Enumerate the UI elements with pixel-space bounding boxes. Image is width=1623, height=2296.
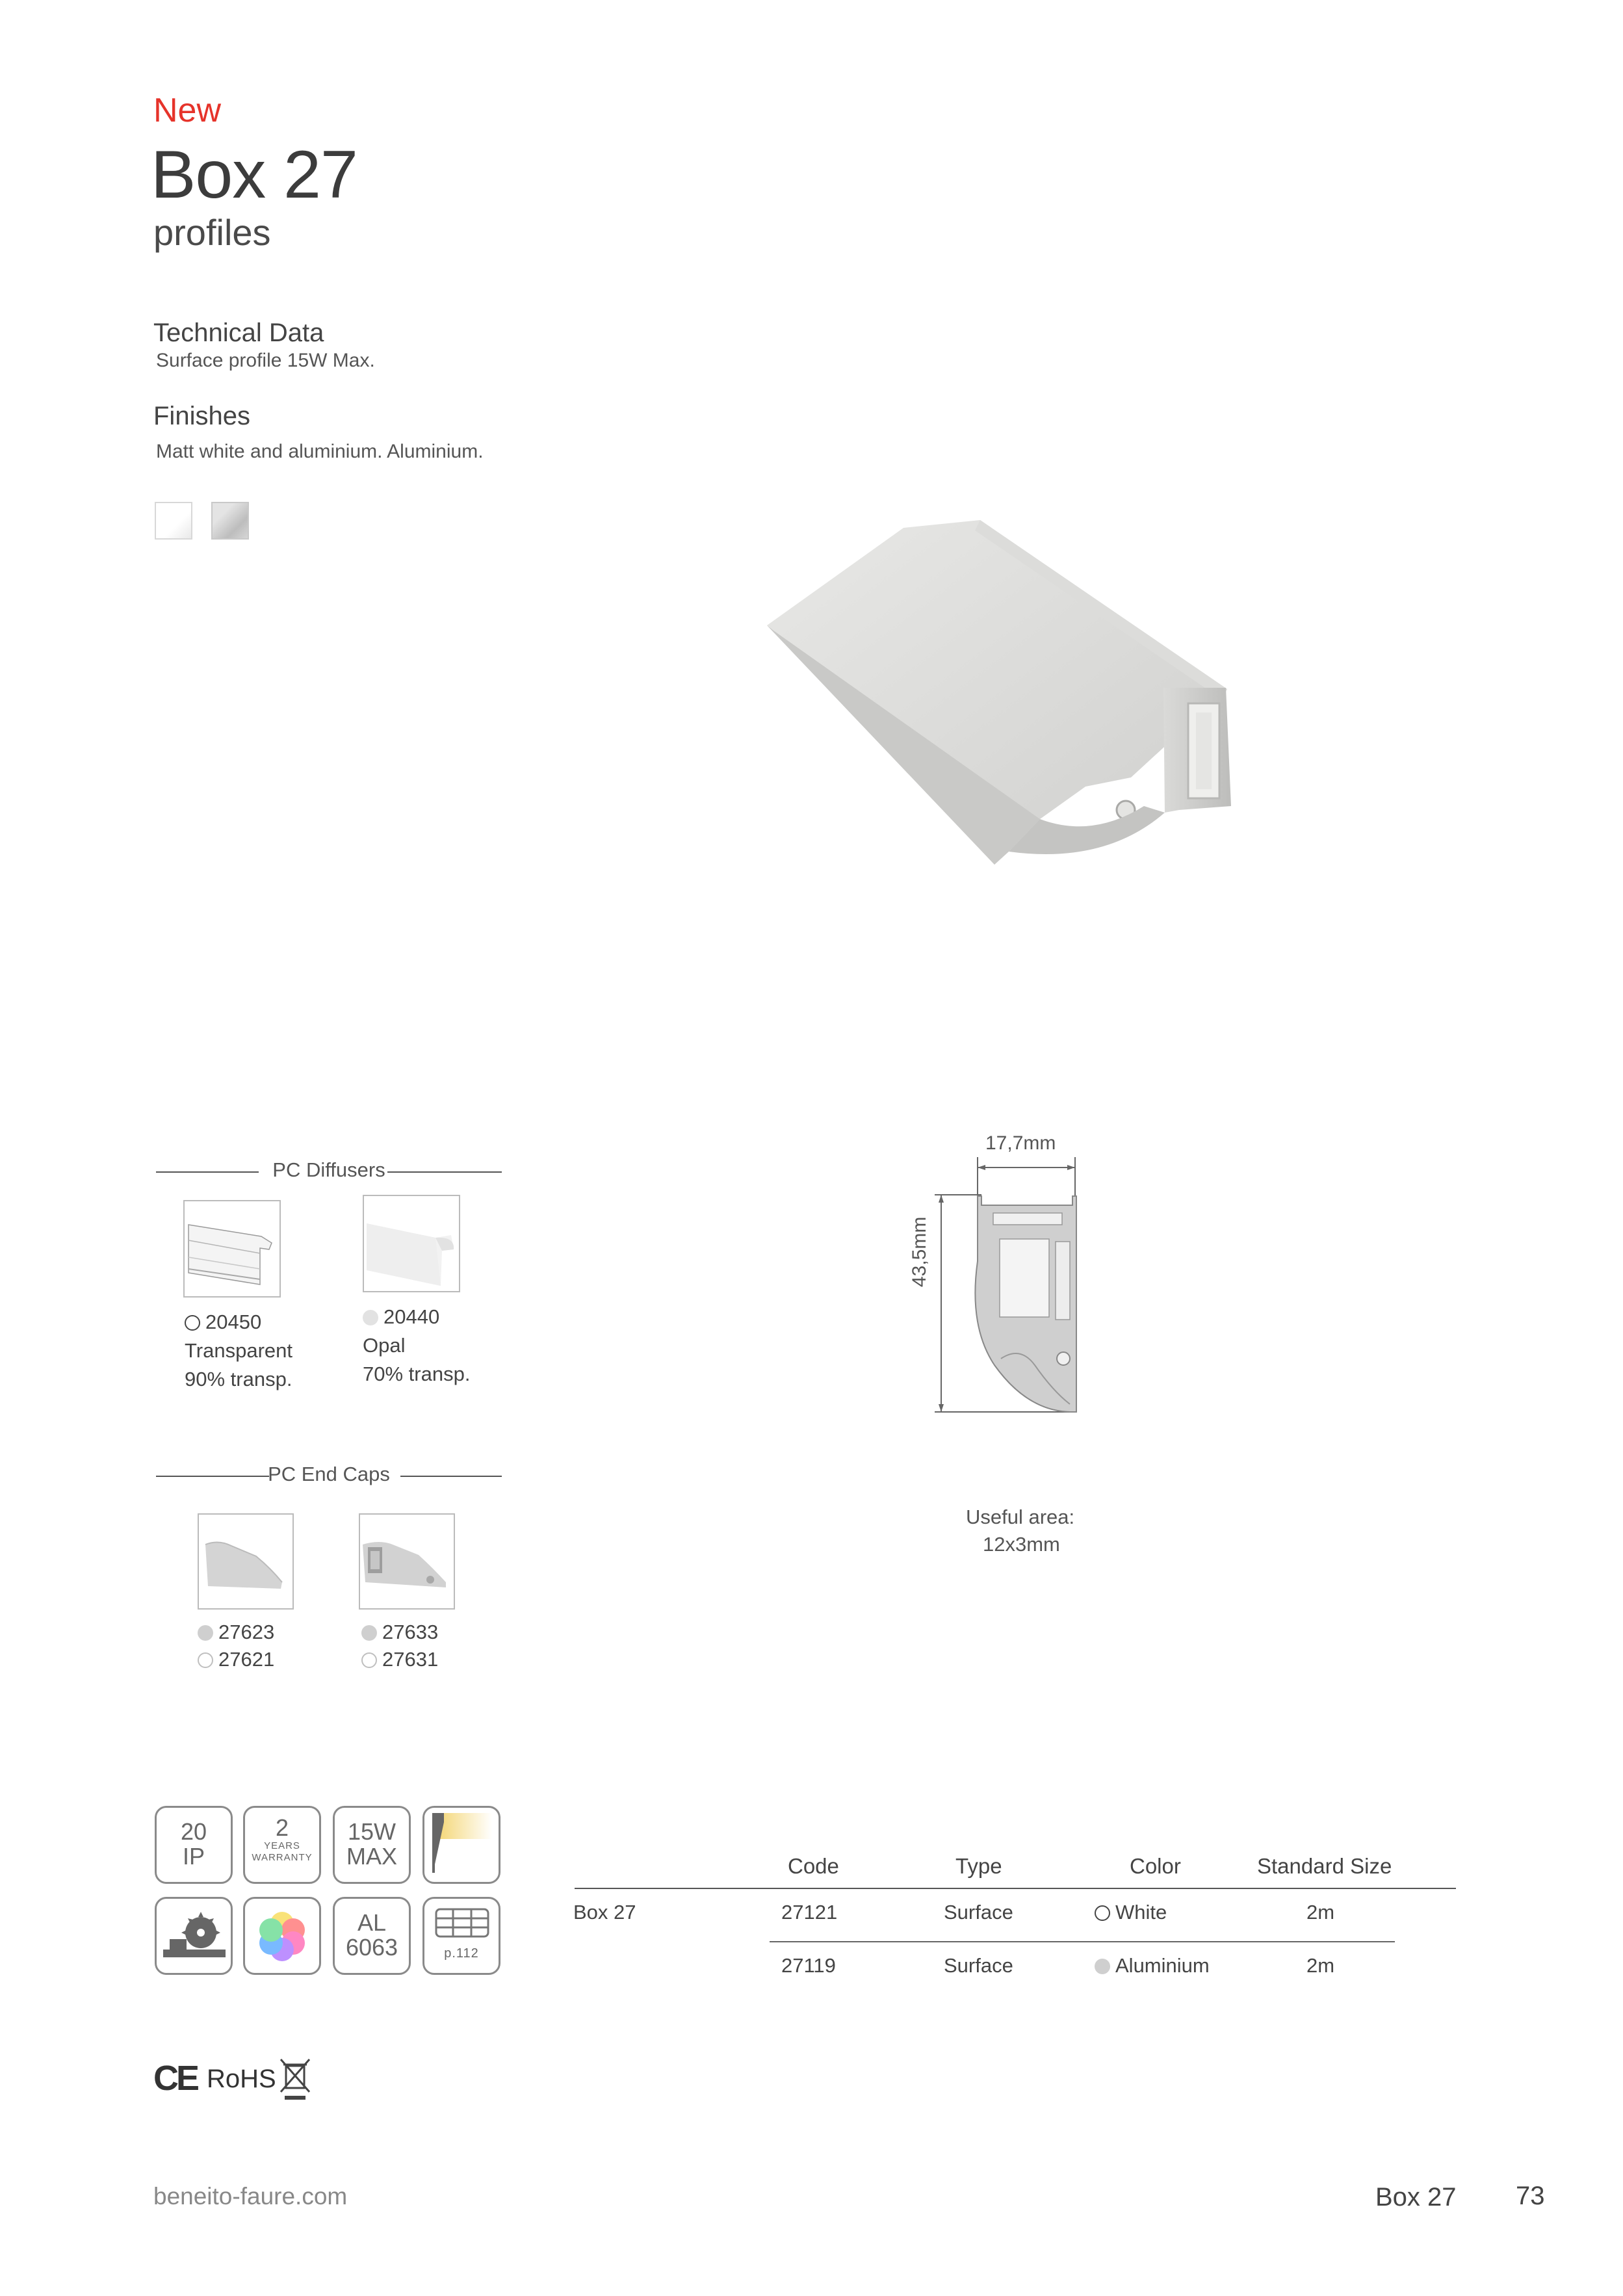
website-link[interactable]: beneito-faure.com xyxy=(153,2183,348,2210)
power-icon xyxy=(333,1806,411,1884)
diffuser-opal-code: 20440 xyxy=(383,1305,440,1328)
finish-swatch-white xyxy=(155,502,192,540)
drawing-height-label: 43,5mm xyxy=(909,1216,930,1287)
ip-rating-icon xyxy=(155,1806,233,1884)
end-caps-separator xyxy=(156,1463,502,1489)
table-header-rule xyxy=(575,1888,1456,1889)
aluminium-dot-icon xyxy=(1095,1959,1110,1974)
page-number: 73 xyxy=(1516,2182,1545,2210)
finishes-heading: Finishes xyxy=(153,402,250,430)
warranty-years: 2 xyxy=(275,1814,289,1841)
footer-product-name: Box 27 xyxy=(1375,2183,1457,2211)
warranty-line2: WARRANTY xyxy=(252,1852,313,1863)
row2-type: Surface xyxy=(944,1954,1013,1977)
power-label: MAX xyxy=(346,1843,397,1870)
end-cap-b-codes xyxy=(361,1619,438,1673)
technical-data-text: Surface profile 15W Max. xyxy=(156,350,375,371)
power-value: 15W xyxy=(347,1818,396,1845)
page-reference: p.112 xyxy=(444,1946,479,1961)
warranty-icon xyxy=(243,1806,321,1884)
warranty-line1: YEARS xyxy=(264,1840,300,1851)
finish-swatch-aluminium xyxy=(211,502,249,540)
row1-code: 27121 xyxy=(781,1901,838,1924)
row1-type: Surface xyxy=(944,1901,1013,1924)
transparent-dot-icon xyxy=(185,1315,200,1331)
row1-size: 2m xyxy=(1306,1901,1335,1924)
table-header-type: Type xyxy=(955,1854,1002,1878)
diffuser-transparent-info xyxy=(185,1308,292,1394)
row1-color-label: White xyxy=(1115,1901,1167,1924)
diffuser-transparent-image xyxy=(183,1200,281,1298)
end-cap-b-image xyxy=(359,1513,455,1610)
diffuser-transparent-name: Transparent xyxy=(185,1339,292,1362)
alloy-line1: AL xyxy=(357,1909,387,1936)
row2-color xyxy=(1095,1954,1210,1977)
rgb-colors-icon xyxy=(243,1897,321,1975)
new-label: New xyxy=(153,92,222,129)
table-header-code: Code xyxy=(788,1854,839,1878)
diffuser-opal-transp: 70% transp. xyxy=(363,1363,471,1385)
weee-bin-icon xyxy=(278,2055,312,2101)
aluminium-dot-icon xyxy=(198,1625,213,1641)
useful-area-value: 12x3mm xyxy=(983,1533,1060,1556)
row1-color xyxy=(1095,1901,1167,1924)
page-subtitle: profiles xyxy=(153,212,271,253)
product-photo xyxy=(767,514,1261,878)
end-cap-a-code-aluminium: 27623 xyxy=(218,1621,275,1643)
row2-size: 2m xyxy=(1306,1954,1335,1977)
lighting-direction-icon xyxy=(422,1806,500,1884)
technical-data-heading: Technical Data xyxy=(153,319,324,347)
diffuser-opal-image xyxy=(363,1195,460,1292)
ip-rating-value: 20 xyxy=(180,1818,207,1845)
diffuser-transparent-transp: 90% transp. xyxy=(185,1368,292,1390)
white-dot-icon xyxy=(361,1652,377,1668)
finishes-text: Matt white and aluminium. Aluminium. xyxy=(156,441,484,462)
end-cap-b-code-white: 27631 xyxy=(382,1648,439,1671)
alloy-line2: 6063 xyxy=(345,1934,398,1961)
diffuser-transparent-code: 20450 xyxy=(205,1311,262,1333)
ce-mark: CE xyxy=(153,2059,198,2098)
table-row-rule xyxy=(770,1941,1395,1942)
row2-code: 27119 xyxy=(781,1954,836,1977)
diffusers-title: PC Diffusers xyxy=(272,1158,385,1181)
diffuser-opal-info xyxy=(363,1303,470,1389)
end-cap-a-codes xyxy=(198,1619,274,1673)
table-header-color: Color xyxy=(1130,1854,1181,1878)
end-cap-a-code-white: 27621 xyxy=(218,1648,275,1671)
table-product-name: Box 27 xyxy=(573,1901,636,1924)
page-title: Box 27 xyxy=(151,137,357,213)
rohs-mark: RoHS xyxy=(207,2065,276,2093)
diffuser-opal-name: Opal xyxy=(363,1334,406,1357)
alloy-icon xyxy=(333,1897,411,1975)
useful-area-label: Useful area: xyxy=(966,1506,1075,1528)
white-dot-icon xyxy=(198,1652,213,1668)
opal-dot-icon xyxy=(363,1310,378,1325)
white-dot-icon xyxy=(1095,1905,1110,1921)
accessories-grid-icon xyxy=(422,1897,500,1975)
end-cap-a-image xyxy=(198,1513,294,1610)
aluminium-dot-icon xyxy=(361,1625,377,1641)
table-header-size: Standard Size xyxy=(1257,1854,1392,1878)
end-cap-b-code-aluminium: 27633 xyxy=(382,1621,439,1643)
end-caps-title: PC End Caps xyxy=(268,1463,390,1485)
cut-to-size-icon xyxy=(155,1897,233,1975)
ip-rating-label: IP xyxy=(182,1843,205,1870)
row2-color-label: Aluminium xyxy=(1115,1954,1210,1977)
drawing-width-label: 17,7mm xyxy=(985,1132,1056,1154)
diffusers-separator xyxy=(156,1158,502,1184)
